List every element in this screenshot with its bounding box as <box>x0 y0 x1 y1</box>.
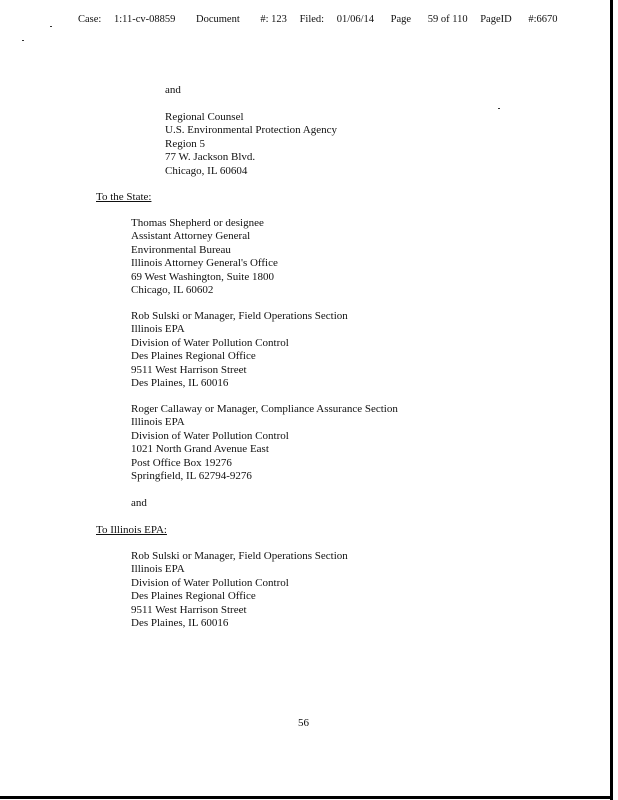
court-filing-header <box>78 14 568 25</box>
address-line: 9511 West Harrison Street <box>131 603 247 616</box>
page-of: 59 of 110 <box>427 14 468 25</box>
address-line: Des Plaines Regional Office <box>131 590 256 603</box>
scan-speck <box>22 40 24 41</box>
address-line: Illinois Attorney General's Office <box>131 257 278 270</box>
address-line: Chicago, IL 60602 <box>131 284 214 297</box>
document-number: #: 123 <box>260 14 287 25</box>
address-line: 77 W. Jackson Blvd. <box>165 151 256 164</box>
page-number: 56 <box>298 717 309 729</box>
address-line: Division of Water Pollution Control <box>131 336 289 349</box>
page-border-bottom <box>0 796 613 799</box>
address-line: Des Plaines, IL 60016 <box>131 617 229 630</box>
case-label: Case: <box>78 14 102 25</box>
page-border-right <box>610 0 613 800</box>
address-line: U.S. Environmental Protection Agency <box>165 124 337 137</box>
address-line: 9511 West Harrison Street <box>131 363 247 376</box>
address-line: Division of Water Pollution Control <box>131 429 289 442</box>
address-line: Illinois EPA <box>131 416 185 429</box>
to-state-heading: To the State: <box>96 191 152 203</box>
address-line: Des Plaines Regional Office <box>131 350 256 363</box>
address-line: Assistant Attorney General <box>131 230 251 243</box>
address-line: Environmental Bureau <box>131 243 231 256</box>
pageid-label: PageID <box>480 14 512 25</box>
address-line: Region 5 <box>165 137 206 150</box>
iepa-contact-sulski <box>131 550 348 630</box>
address-line: 69 West Washington, Suite 1800 <box>131 270 274 283</box>
and-connector: and <box>165 84 181 96</box>
pageid-number: #:6670 <box>528 14 558 25</box>
state-contact-sulski <box>131 310 348 390</box>
state-contact-shepherd <box>131 217 278 297</box>
address-line: Illinois EPA <box>131 323 185 336</box>
address-line: Thomas Shepherd or designee <box>131 217 264 229</box>
scan-speck <box>498 108 500 109</box>
page-label: Page <box>390 14 412 25</box>
address-line: Regional Counsel <box>165 111 244 123</box>
address-line: Post Office Box 19276 <box>131 456 232 469</box>
regional-counsel-address <box>165 111 337 178</box>
address-line: Des Plaines, IL 60016 <box>131 377 229 390</box>
and-connector: and <box>131 497 147 509</box>
address-line: Springfield, IL 62794-9276 <box>131 470 252 483</box>
to-iepa-heading: To Illinois EPA: <box>96 524 167 536</box>
scan-speck <box>50 26 52 27</box>
address-line: 1021 North Grand Avenue East <box>131 443 269 456</box>
document-label: Document <box>196 14 240 25</box>
address-line: Rob Sulski or Manager, Field Operations Section <box>131 550 348 562</box>
address-line: Roger Callaway or Manager, Compliance Assurance Section <box>131 403 398 415</box>
state-contact-callaway <box>131 403 398 483</box>
address-line: Rob Sulski or Manager, Field Operations Section <box>131 310 348 322</box>
filed-date: 01/06/14 <box>336 14 375 25</box>
address-line: Division of Water Pollution Control <box>131 576 289 589</box>
filed-label: Filed: <box>299 14 325 25</box>
address-line: Illinois EPA <box>131 563 185 576</box>
address-line: Chicago, IL 60604 <box>165 164 248 177</box>
case-number: 1:11-cv-08859 <box>113 14 176 25</box>
